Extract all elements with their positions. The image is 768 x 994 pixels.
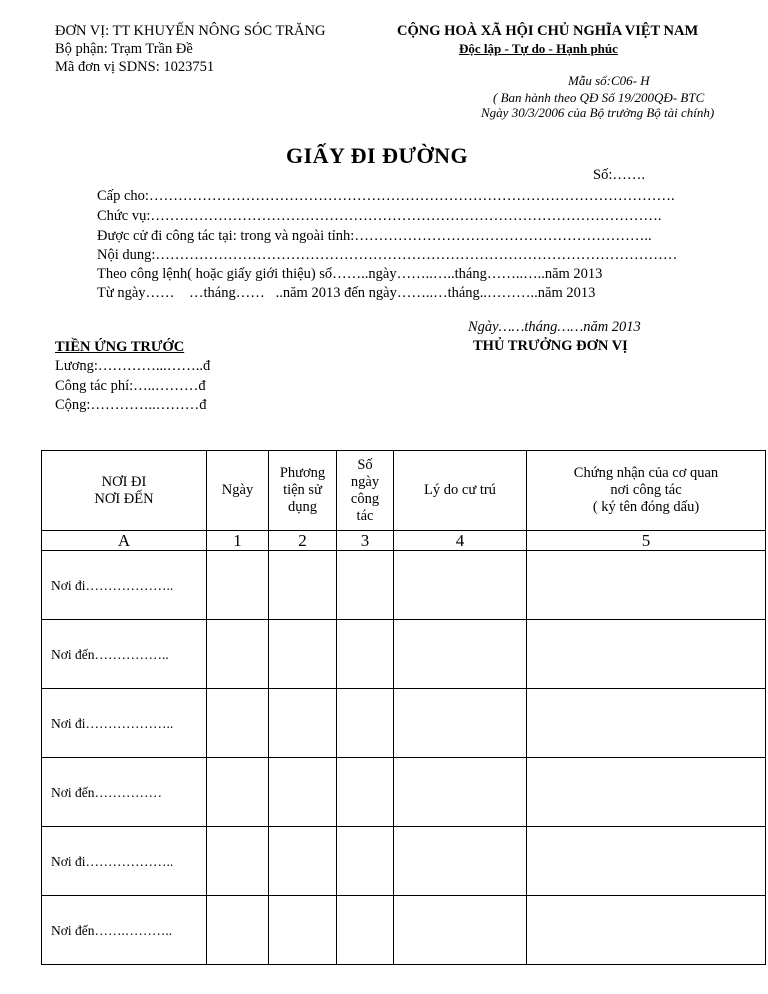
- index-cell: 3: [337, 531, 394, 551]
- advance-total: Cộng:…………..………đ: [55, 397, 207, 413]
- signature-date: Ngày……tháng……năm 2013: [468, 319, 641, 335]
- cell-transport[interactable]: [269, 551, 337, 620]
- cell-days[interactable]: [337, 896, 394, 965]
- document-number: Số:…….: [593, 167, 645, 183]
- index-cell: 2: [269, 531, 337, 551]
- field-order-ref: Theo công lệnh( hoặc giấy giới thiệu) số……..ngày……..…..tháng……..…..năm 2013: [97, 266, 603, 282]
- form-issued-date: Ngày 30/3/2006 của Bộ trưởng Bộ tài chính): [481, 105, 715, 120]
- document-title: GIẤY ĐI ĐƯỜNG: [286, 143, 469, 168]
- cell-certification[interactable]: [527, 689, 766, 758]
- field-issued-to: Cấp cho:……………………………………………………………………………………………….: [97, 188, 675, 204]
- cell-certification[interactable]: [527, 827, 766, 896]
- cell-reason[interactable]: [394, 620, 527, 689]
- cell-days[interactable]: [337, 827, 394, 896]
- department: Bộ phận: Trạm Trần Đề: [55, 41, 193, 57]
- header-days: Số ngày công tác: [337, 451, 394, 531]
- cell-reason[interactable]: [394, 896, 527, 965]
- row-label: Nơi đi………………..: [42, 827, 207, 896]
- cell-date[interactable]: [207, 551, 269, 620]
- header-date: Ngày: [207, 451, 269, 531]
- cell-certification[interactable]: [527, 896, 766, 965]
- travel-table: [41, 450, 766, 965]
- table-row: [42, 758, 766, 827]
- header-transport: Phương tiện sử dụng: [269, 451, 337, 531]
- header-reason: Lý do cư trú: [394, 451, 527, 531]
- cell-days[interactable]: [337, 620, 394, 689]
- row-label: Nơi đến……………: [42, 758, 207, 827]
- cell-days[interactable]: [337, 758, 394, 827]
- cell-date[interactable]: [207, 620, 269, 689]
- header-certification: Chứng nhận của cơ quan nơi công tác ( ký tên đóng dấu): [527, 451, 766, 531]
- advance-allowance: Công tác phí:…..………đ: [55, 378, 206, 394]
- cell-date[interactable]: [207, 827, 269, 896]
- cell-reason[interactable]: [394, 827, 527, 896]
- field-content: Nội dung:………………………………………………………………………………………………: [97, 247, 678, 263]
- table-row: [42, 896, 766, 965]
- row-label: Nơi đi………………..: [42, 689, 207, 758]
- cell-reason[interactable]: [394, 551, 527, 620]
- index-cell: 4: [394, 531, 527, 551]
- unit-code: Mã đơn vị SDNS: 1023751: [55, 59, 215, 75]
- unit-name: ĐƠN VỊ: TT KHUYẾN NÔNG SÓC TRĂNG: [55, 23, 326, 39]
- row-label: Nơi đến…….………..: [42, 896, 207, 965]
- table-row: [42, 689, 766, 758]
- header-place: NƠI ĐI NƠI ĐẾN: [42, 451, 207, 531]
- cell-reason[interactable]: [394, 758, 527, 827]
- advance-salary: Lương:…………...……..đ: [55, 358, 211, 374]
- form-number: Mẫu số:C06- H: [568, 73, 650, 88]
- cell-date[interactable]: [207, 758, 269, 827]
- table-row: [42, 620, 766, 689]
- cell-transport[interactable]: [269, 689, 337, 758]
- table-index-row: [42, 531, 766, 551]
- nation-name: CỘNG HOÀ XÃ HỘI CHỦ NGHĨA VIỆT NAM: [397, 23, 699, 39]
- cell-days[interactable]: [337, 689, 394, 758]
- form-issued-by: ( Ban hành theo QĐ Số 19/200QĐ- BTC: [493, 90, 705, 105]
- table-row: [42, 827, 766, 896]
- cell-reason[interactable]: [394, 689, 527, 758]
- cell-date[interactable]: [207, 896, 269, 965]
- cell-certification[interactable]: [527, 551, 766, 620]
- row-label: Nơi đi………………..: [42, 551, 207, 620]
- motto: Độc lập - Tự do - Hạnh phúc: [459, 41, 618, 56]
- index-cell: 1: [207, 531, 269, 551]
- table-row: [42, 551, 766, 620]
- field-period: Từ ngày…… …tháng…… ..năm 2013 đến ngày……..…tháng..………..năm 2013: [97, 285, 596, 301]
- cell-certification[interactable]: [527, 758, 766, 827]
- row-label: Nơi đến……………..: [42, 620, 207, 689]
- cell-transport[interactable]: [269, 896, 337, 965]
- table-header-row: [42, 451, 766, 531]
- cell-transport[interactable]: [269, 827, 337, 896]
- advance-title: TIỀN ỨNG TRƯỚC: [55, 339, 185, 355]
- cell-transport[interactable]: [269, 620, 337, 689]
- field-position: Chức vụ:…………………………………………………………………………………………….: [97, 208, 662, 224]
- field-sent-to: Được cử đi công tác tại: trong và ngoài tỉnh:……………………………………………………..: [97, 228, 652, 244]
- cell-certification[interactable]: [527, 620, 766, 689]
- cell-date[interactable]: [207, 689, 269, 758]
- index-cell: A: [42, 531, 207, 551]
- cell-days[interactable]: [337, 551, 394, 620]
- index-cell: 5: [527, 531, 766, 551]
- signature-title: THỦ TRƯỞNG ĐƠN VỊ: [473, 338, 628, 354]
- cell-transport[interactable]: [269, 758, 337, 827]
